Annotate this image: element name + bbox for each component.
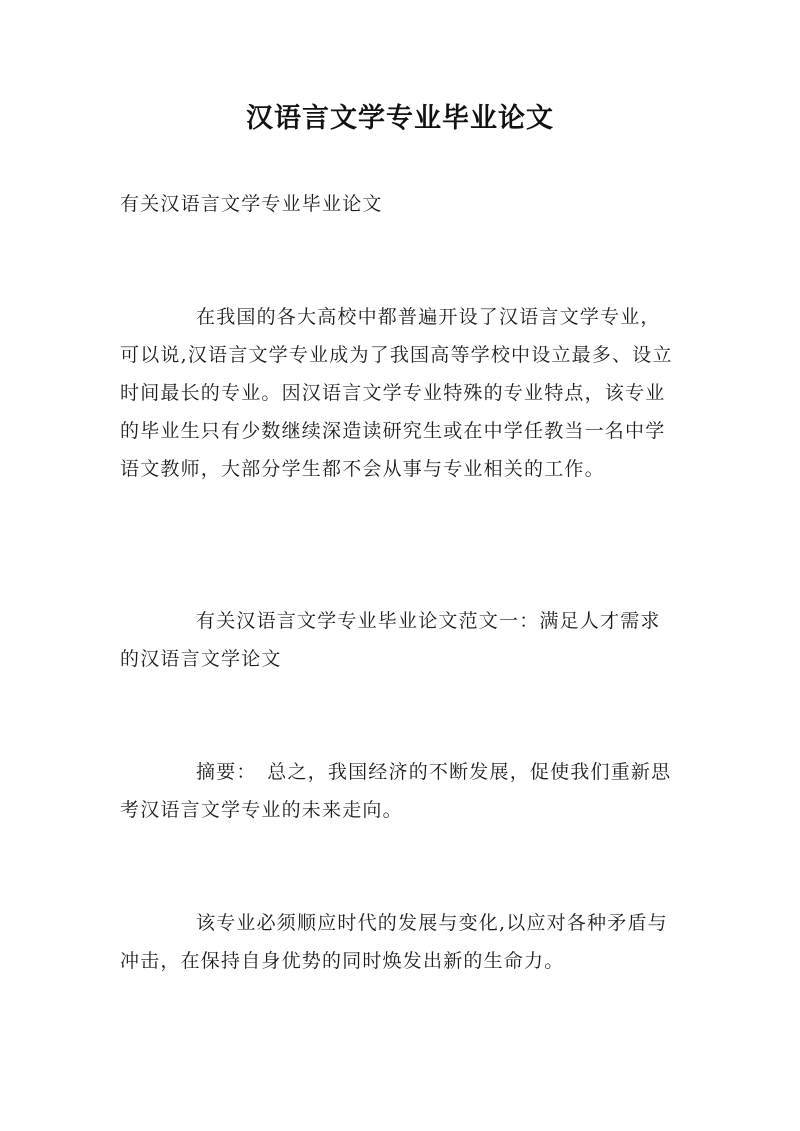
paragraph-abstract: 摘要： 总之，我国经济的不断发展，促使我们重新思考汉语言文学专业的未来走向。 bbox=[120, 761, 672, 821]
paragraph-body: 该专业必须顺应时代的发展与变化,以应对各种矛盾与冲击，在保持自身优势的同时焕发出新的生命力。 bbox=[120, 912, 668, 972]
paragraph-sample-heading: 有关汉语言文学专业毕业论文范文一：满足人才需求的汉语言文学论文 bbox=[120, 610, 661, 670]
document-subtitle: 有关汉语言文学专业毕业论文 bbox=[120, 193, 383, 215]
paragraph-intro: 在我国的各大高校中都普遍开设了汉语言文学专业，可以说,汉语言文学专业成为了我国高等学校中设立最多、设立时间最长的专业。因汉语言文学专业特殊的专业特点，该专业的毕业生只有少数继续深造读研究生或在中学任教当一名中学语文教师，大部分学生都不会从事与专业相关的工作。 bbox=[120, 306, 673, 480]
document-title: 汉语言文学专业毕业论文 bbox=[246, 103, 554, 134]
